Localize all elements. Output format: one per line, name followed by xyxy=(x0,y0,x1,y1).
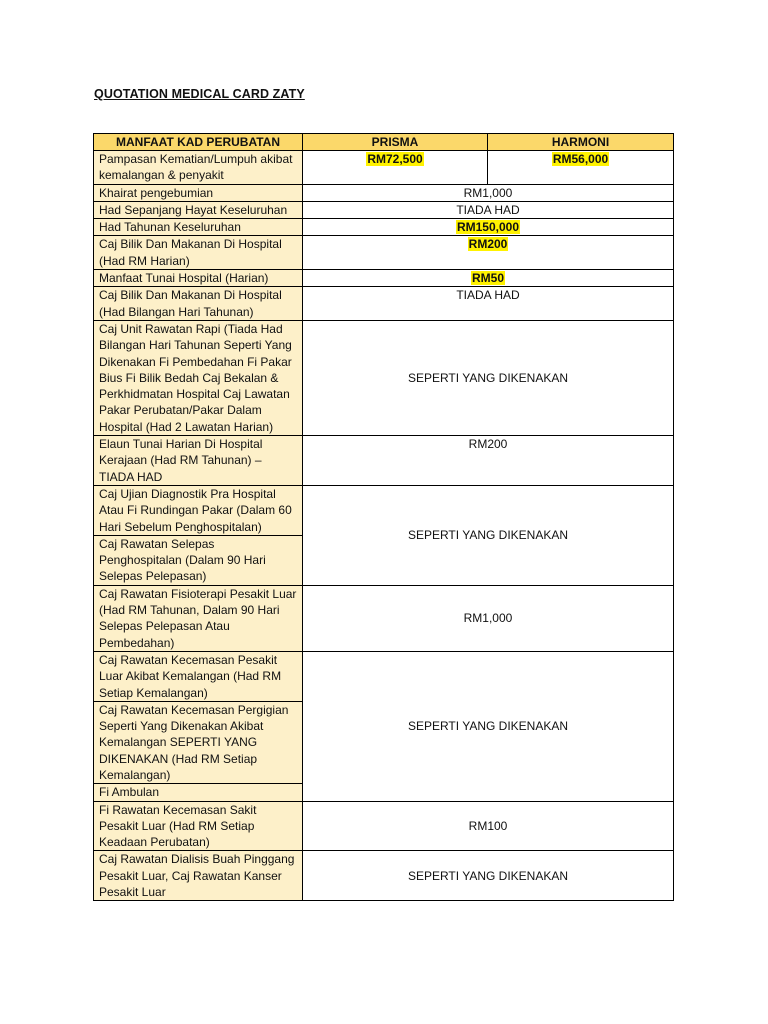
highlighted-value: RM150,000 xyxy=(456,220,520,235)
row-label: Had Sepanjang Hayat Keseluruhan xyxy=(94,201,303,218)
row-label: Caj Rawatan Kecemasan Pergigian Seperti Yang Dikenakan Akibat Kemalangan SEPERTI YANG DIKENAKAN (Had RM Setiap Kemalangan) xyxy=(94,701,303,783)
document-title: QUOTATION MEDICAL CARD ZATY xyxy=(94,87,305,101)
row-label: Caj Rawatan Selepas Penghospitalan (Dalam 90 Hari Selepas Pelepasan) xyxy=(94,535,303,585)
shared-value xyxy=(303,219,674,236)
table-row xyxy=(94,270,674,287)
header-prisma: PRISMA xyxy=(303,134,488,151)
row-label: Elaun Tunai Harian Di Hospital Kerajaan (Had RM Tahunan) – TIADA HAD xyxy=(94,436,303,486)
row-label: Caj Ujian Diagnostik Pra Hospital Atau Fi Rundingan Pakar (Dalam 60 Hari Sebelum Penghospitalan) xyxy=(94,485,303,535)
table-row xyxy=(94,219,674,236)
shared-value: SEPERTI YANG DIKENAKAN xyxy=(303,485,674,585)
row-label: Pampasan Kematian/Lumpuh akibat kemalangan & penyakit xyxy=(94,151,303,185)
shared-value: SEPERTI YANG DIKENAKAN xyxy=(303,320,674,435)
table-row xyxy=(94,151,674,185)
shared-value: RM1,000 xyxy=(303,585,674,651)
table-row xyxy=(94,651,674,701)
row-label: Caj Rawatan Kecemasan Pesakit Luar Akibat Kemalangan (Had RM Setiap Kemalangan) xyxy=(94,651,303,701)
table-row xyxy=(94,485,674,535)
table-row xyxy=(94,436,674,486)
highlighted-value: RM56,000 xyxy=(552,152,609,166)
row-label: Caj Rawatan Dialisis Buah Pinggang Pesakit Luar, Caj Rawatan Kanser Pesakit Luar xyxy=(94,851,303,901)
row-label: Manfaat Tunai Hospital (Harian) xyxy=(94,270,303,287)
table-row xyxy=(94,236,674,270)
table-row xyxy=(94,201,674,218)
shared-value: RM200 xyxy=(303,436,674,486)
table-row xyxy=(94,801,674,851)
benefits-table xyxy=(93,133,674,901)
row-label: Caj Unit Rawatan Rapi (Tiada Had Bilangan Hari Tahunan Seperti Yang Dikenakan Fi Pembedahan Fi Pakar Bius Fi Bilik Bedah Caj Bekalan & Perkhidmatan Hospital Caj Lawatan Pakar Perubatan/Pakar Dalam Hospital (Had 2 Lawatan Harian) xyxy=(94,320,303,435)
row-label: Khairat pengebumian xyxy=(94,184,303,201)
shared-value: SEPERTI YANG DIKENAKAN xyxy=(303,851,674,901)
row-label: Caj Bilik Dan Makanan Di Hospital (Had Bilangan Hari Tahunan) xyxy=(94,287,303,321)
shared-value xyxy=(303,270,674,287)
table-row xyxy=(94,585,674,651)
table-row xyxy=(94,287,674,321)
shared-value: TIADA HAD xyxy=(303,287,674,321)
row-label: Caj Bilik Dan Makanan Di Hospital (Had RM Harian) xyxy=(94,236,303,270)
shared-value: RM1,000 xyxy=(303,184,674,201)
shared-value: RM100 xyxy=(303,801,674,851)
prisma-value xyxy=(303,151,488,185)
highlighted-value: RM200 xyxy=(468,237,508,252)
table-row xyxy=(94,320,674,435)
row-label: Fi Rawatan Kecemasan Sakit Pesakit Luar (Had RM Setiap Keadaan Perubatan) xyxy=(94,801,303,851)
header-harmoni: HARMONI xyxy=(488,134,674,151)
shared-value xyxy=(303,236,674,270)
table-header-row xyxy=(94,134,674,151)
highlighted-value: RM72,500 xyxy=(367,152,423,166)
highlighted-value: RM50 xyxy=(471,271,504,286)
harmoni-value xyxy=(488,151,674,185)
shared-value: SEPERTI YANG DIKENAKAN xyxy=(303,651,674,801)
row-label: Fi Ambulan xyxy=(94,784,303,801)
row-label: Had Tahunan Keseluruhan xyxy=(94,219,303,236)
row-label: Caj Rawatan Fisioterapi Pesakit Luar (Had RM Tahunan, Dalam 90 Hari Selepas Pelepasan Atau Pembedahan) xyxy=(94,585,303,651)
header-benefit: MANFAAT KAD PERUBATAN xyxy=(94,134,303,151)
shared-value: TIADA HAD xyxy=(303,201,674,218)
table-row xyxy=(94,851,674,901)
table-row xyxy=(94,184,674,201)
